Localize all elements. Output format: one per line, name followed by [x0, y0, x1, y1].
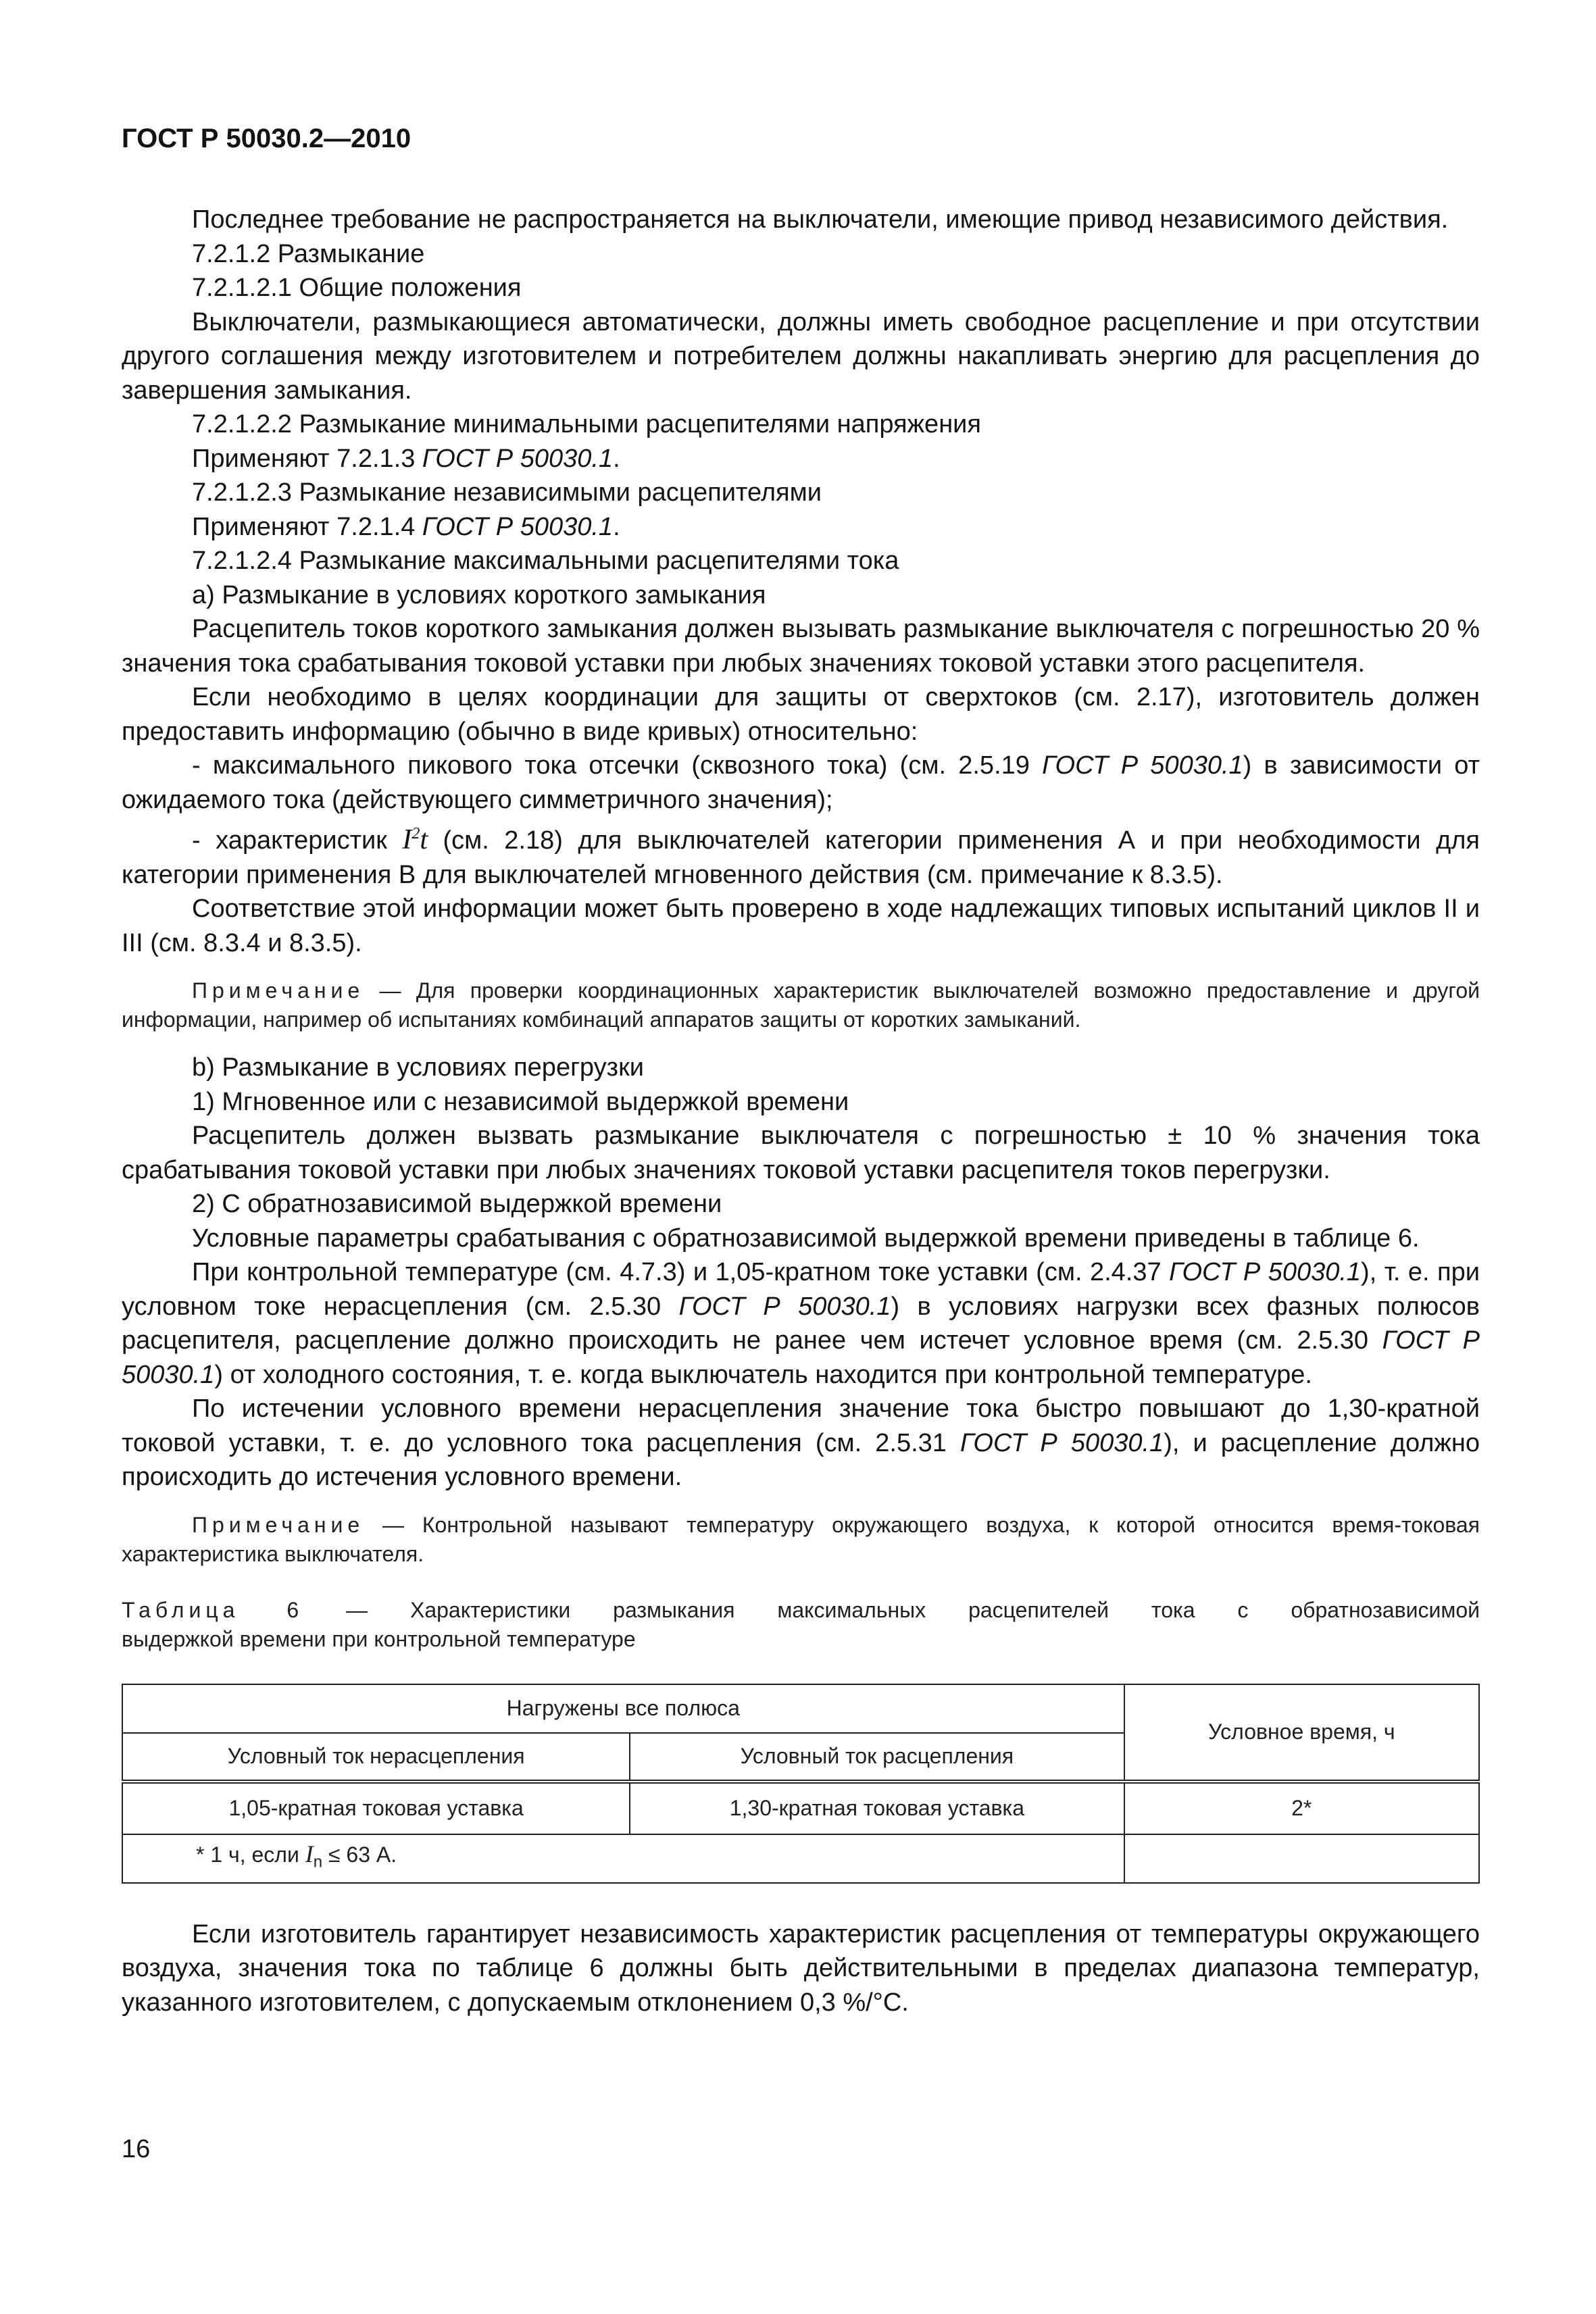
standard-reference: ГОСТ Р 50030.1 [422, 444, 614, 473]
page-number: 16 [122, 2135, 151, 2163]
section-heading: 7.2.1.2.1 Общие положения [192, 274, 522, 302]
paragraph: Если необходимо в целях координации для защиты от сверхтоков (см. 2.17), изготовитель должен предоставить информацию (обычно в виде кривых) относительно: [122, 683, 1480, 746]
standard-reference: ГОСТ Р 50030.1 [122, 1326, 1480, 1389]
list-item [122, 749, 1480, 817]
table-caption-continuation: выдержкой времени при контрольной температуре [122, 1626, 636, 1651]
note [122, 976, 1480, 1034]
text: Применяют 7.2.1.4 [192, 512, 422, 541]
standard-reference: ГОСТ Р 50030.1 [1169, 1258, 1362, 1286]
subsection-heading: b) Размыкание в условиях перегрузки [192, 1053, 644, 1082]
paragraph: Расцепитель токов короткого замыкания должен вызывать размыкание выключателя с погрешностью 20 % значения тока срабатывания токовой уставки при любых значениях токовой уставки этого расцепителя. [122, 615, 1480, 678]
paragraph: Если изготовитель гарантирует независимость характеристик расцепления от температуры окружающего воздуха, значения тока по таблице 6 должны быть действительными в пределах диапазона температур, указанного изготовителем, с допускаемым отклонением 0,3 %/°С. [122, 1919, 1480, 2017]
standard-reference: ГОСТ Р 50030.1 [678, 1292, 891, 1321]
text: ) от холодного состояния, т. е. когда выключатель находится при контрольной температуре. [214, 1360, 1312, 1389]
table-caption-text: — Характеристики размыкания максимальных расцепителей тока с обратнозависимой [303, 1597, 1480, 1622]
paragraph: Последнее требование не распространяется на выключатели, имеющие привод независимого действия. [192, 205, 1449, 234]
subsection-heading: a) Размыкание в условиях короткого замыкания [192, 580, 766, 609]
table-cell: 1,30-кратная токовая уставка [630, 1782, 1124, 1834]
standard-reference: ГОСТ Р 50030.1 [422, 512, 614, 541]
note-label: Примечание [192, 1512, 365, 1537]
subsection-heading: 1) Мгновенное или с независимой выдержкой времени [192, 1087, 849, 1116]
text: (см. 2.18) для выключателей категории применения А и при необходимости для категории применения В для выключателей мгновенного действия (см. примечание к 8.3.5). [122, 826, 1480, 889]
text: ≤ 63 А. [322, 1842, 397, 1867]
superscript: 2 [412, 825, 420, 842]
note-text: — Для проверки координационных характеристик выключателей возможно предоставление и другой информации, например об испытаниях комбинаций аппаратов защиты от коротких замыканий. [122, 978, 1480, 1032]
text: ) в зависимости от ожидаемого тока (действующего симметричного значения); [122, 751, 1480, 814]
table-caption-label: Таблица 6 [122, 1597, 304, 1622]
symbol-i: I [305, 1840, 314, 1868]
text: По истечении условного времени нерасцепления значение тока быстро повышают до 1,30-кратной токовой уставки, т. е. до условного тока расцепления (см. 2.5.31 [122, 1394, 1480, 1457]
table-header-row [122, 1684, 1479, 1733]
symbol-i: I [402, 824, 412, 855]
section-heading: 7.2.1.2.2 Размыкание минимальными расцепителями напряжения [192, 410, 981, 438]
paragraph: Условные параметры срабатывания с обратнозависимой выдержкой времени приведены в таблице 6. [192, 1224, 1420, 1253]
text: - максимального пикового тока отсечки (сквозного тока) (см. 2.5.19 [192, 751, 1043, 780]
table-group-header: Нагружены все полюса [122, 1684, 1124, 1733]
text: - характеристик [192, 826, 403, 855]
table-footnote [122, 1834, 1124, 1883]
math-symbol [305, 1840, 314, 1867]
table-cell: 1,05-кратная токовая уставка [122, 1782, 630, 1834]
table-footnote-row [122, 1834, 1479, 1883]
table-row [122, 1782, 1479, 1834]
document-body [122, 203, 1480, 2019]
text: При контрольной температуре (см. 4.7.3) и 1,05-кратном токе уставки (см. 2.4.37 [192, 1258, 1170, 1286]
standard-reference: ГОСТ Р 50030.1 [960, 1428, 1164, 1457]
symbol-t: t [420, 824, 428, 855]
math-symbol [402, 824, 428, 855]
table-cell-empty [1124, 1834, 1479, 1883]
paragraph: Расцепитель должен вызвать размыкание выключателя с погрешностью ± 10 % значения тока срабатывания токовой уставки при любых значениях токовой уставки расцепителя токов перегрузки. [122, 1122, 1480, 1184]
paragraph: Соответствие этой информации может быть проверено в ходе надлежащих типовых испытаний циклов II и III (см. 8.3.4 и 8.3.5). [122, 895, 1480, 957]
section-heading: 7.2.1.2 Размыкание [192, 239, 425, 268]
text: * 1 ч, если [196, 1842, 305, 1867]
subsection-heading: 2) С обратнозависимой выдержкой времени [192, 1190, 722, 1218]
document-header: ГОСТ Р 50030.2—2010 [122, 124, 412, 153]
table-caption [122, 1596, 1480, 1625]
text: . [613, 444, 620, 473]
table-header-nontrip: Условный ток нерасцепления [122, 1733, 630, 1782]
text: Применяют 7.2.1.3 [192, 444, 422, 473]
table-header-time: Условное время, ч [1124, 1684, 1479, 1782]
section-heading: 7.2.1.2.3 Размыкание независимыми расцепителями [192, 478, 822, 507]
standard-reference: ГОСТ Р 50030.1 [1042, 751, 1243, 780]
paragraph [122, 1255, 1480, 1392]
table-6 [122, 1684, 1480, 1884]
note [122, 1511, 1480, 1569]
paragraph: Выключатели, размыкающиеся автоматически, должны иметь свободное расцепление и при отсутствии другого соглашения между изготовителем и потребителем должны накапливать энергию для расцепления до завершения замыкания. [122, 307, 1480, 405]
text: . [613, 512, 620, 541]
paragraph [122, 442, 1480, 476]
text: ), т. е. при условном токе нерасцепления (см. 2.5.30 [122, 1258, 1480, 1321]
text: ), и расцепление должно происходить до истечения условного времени. [122, 1428, 1480, 1491]
paragraph [122, 510, 1480, 545]
note-text: — Контрольной называют температуру окружающего воздуха, к которой относится время-токовая характеристика выключателя. [122, 1512, 1480, 1566]
paragraph [122, 1392, 1480, 1494]
subscript: n [313, 1853, 323, 1871]
section-heading: 7.2.1.2.4 Размыкание максимальными расцепителями тока [192, 547, 899, 575]
note-label: Примечание [192, 978, 365, 1003]
list-item [122, 817, 1480, 892]
table-cell: 2* [1124, 1782, 1479, 1834]
text: ) в условиях нагрузки всех фазных полюсов расцепителя, расцепление должно происходить не ранее чем истечет условное время (см. 2.5.30 [122, 1292, 1480, 1355]
table-header-trip: Условный ток расцепления [630, 1733, 1124, 1782]
